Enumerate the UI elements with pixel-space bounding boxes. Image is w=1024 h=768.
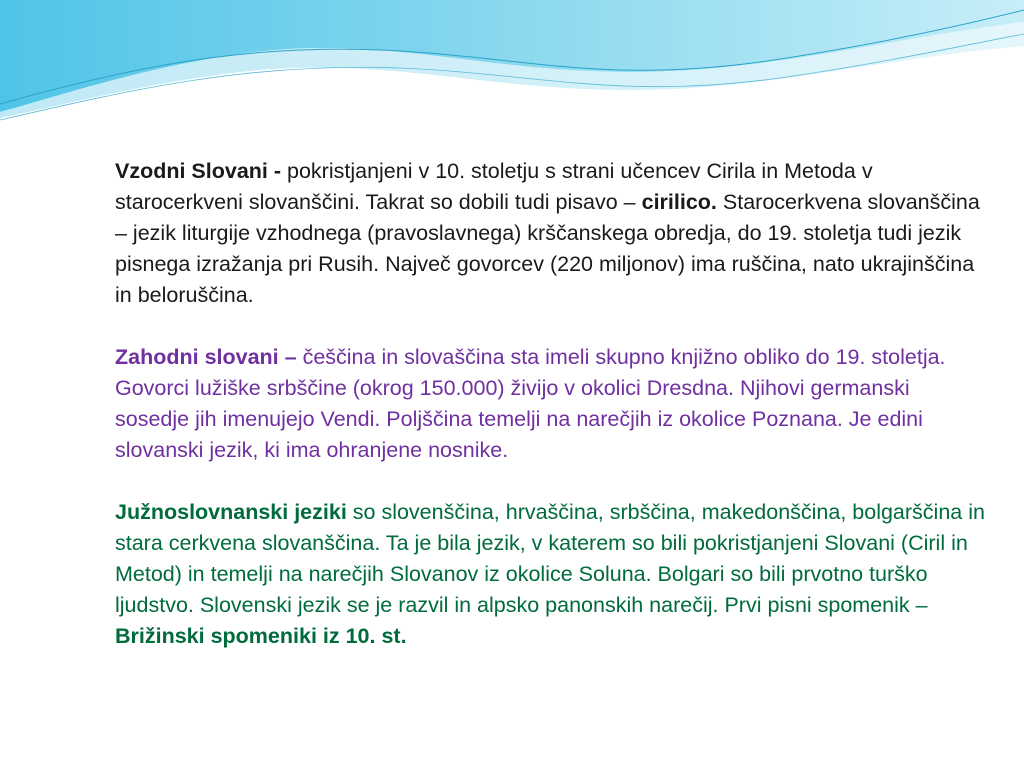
east-slavs-text-1: pokristjanjeni v 10. stoletju s strani učencev Cirila in Metoda v starocerkveni slovanščini. Takrat so dobili tudi pisavo – <box>115 159 873 214</box>
south-slavic-heading: Južnoslovnanski jeziki <box>115 500 347 524</box>
paragraph-east-slavs <box>115 156 985 311</box>
paragraph-west-slavs <box>115 342 985 466</box>
header-wave-decoration <box>0 0 1024 140</box>
paragraph-south-slavic <box>115 497 985 652</box>
south-slavic-text: so slovenščina, hrvaščina, srbščina, makedonščina, bolgarščina in stara cerkvena slovanščina. Ta je bila jezik, v katerem so bili pokristjanjeni Slovani (Ciril in Metod) in temelji na narečjih Slovanov iz okolice Soluna. Bolgari so bili prvotno turško ljudstvo. Slovenski jezik se je razvil in alpsko panonskih narečij. Prvi pisni spomenik – <box>115 500 985 617</box>
south-slavic-emphasis: Brižinski spomeniki iz 10. st. <box>115 624 407 648</box>
west-slavs-text: češčina in slovaščina sta imeli skupno knjižno obliko do 19. stoletja. Govorci lužiške srbščine (okrog 150.000) živijo v okolici Dresdna. Njihovi germanski sosedje jih imenujejo Vendi. Poljščina temelji na narečjih iz okolice Poznana. Je edini slovanski jezik, ki ima ohranjene nosnike. <box>115 345 946 462</box>
east-slavs-heading: Vzodni Slovani - <box>115 159 282 183</box>
west-slavs-heading: Zahodni slovani – <box>115 345 297 369</box>
east-slavs-emphasis: cirilico. <box>641 190 717 214</box>
east-slavs-text-2: Starocerkvena slovanščina – jezik liturgije vzhodnega (pravoslavnega) krščanskega obredja, do 19. stoletja tudi jezik pisnega izražanja pri Rusih. Največ govorcev (220 miljonov) ima ruščina, nato ukrajinščina in beloruščina. <box>115 190 980 307</box>
slide-body <box>115 156 985 683</box>
